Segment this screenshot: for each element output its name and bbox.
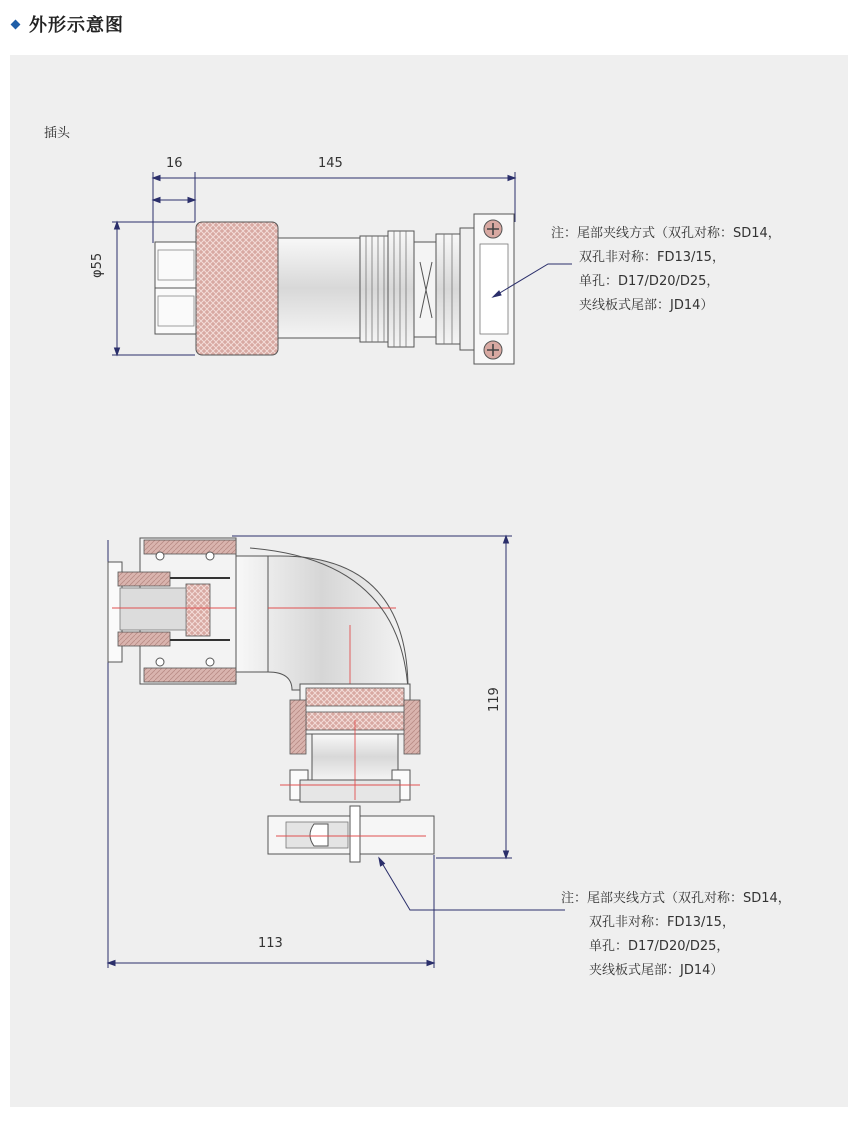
dim-diameter-label: φ55 <box>90 252 105 278</box>
elbow-note-line: 注：尾部夹线方式（双孔对称：SD14， <box>561 891 791 906</box>
plug-note-line: 夹线板式尾部：JD14） <box>579 298 714 313</box>
dim-height-label: 119 <box>487 687 502 712</box>
plug-note-line: 注：尾部夹线方式（双孔对称：SD14， <box>551 226 781 241</box>
dim-length-label: 145 <box>318 156 343 171</box>
elbow-note <box>561 887 791 983</box>
straight-plug-drawing <box>112 172 572 364</box>
elbow-plug-drawing <box>108 536 565 968</box>
plug-note <box>551 222 781 318</box>
screw-icon <box>484 220 502 238</box>
plug-note-line: 单孔：D17/D20/D25， <box>579 274 720 289</box>
elbow-note-line: 夹线板式尾部：JD14） <box>589 963 724 978</box>
dim-offset-label: 16 <box>166 156 183 171</box>
plug-note-line: 双孔非对称：FD13/15， <box>579 250 725 265</box>
plug-label: 插头 <box>44 126 71 141</box>
section-title: 外形示意图 <box>29 15 124 36</box>
elbow-note-leader <box>379 858 565 910</box>
elbow-note-line: 单孔：D17/D20/D25， <box>589 939 730 954</box>
elbow-note-line: 双孔非对称：FD13/15， <box>589 915 735 930</box>
screw-icon <box>484 341 502 359</box>
dim-width-label: 113 <box>258 936 283 951</box>
